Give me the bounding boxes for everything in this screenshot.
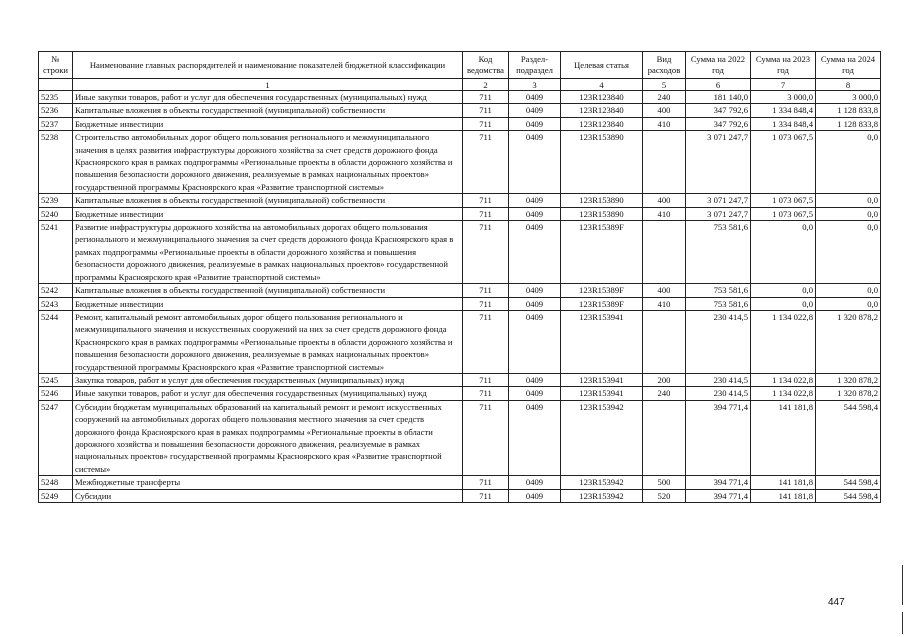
cell-sum-2024: 1 128 833,8: [816, 117, 881, 130]
cell-sum-2024: 0,0: [816, 297, 881, 310]
cell-sum-2024: 1 320 878,2: [816, 310, 881, 373]
column-number: [39, 79, 73, 91]
cell-name: Капитальные вложения в объекты государственной (муниципальной) собственности: [73, 104, 463, 117]
cell-row-no: 5236: [39, 104, 73, 117]
cell-name: Закупка товаров, работ и услуг для обеспечения государственных (муниципальных) нужд: [73, 373, 463, 386]
cell-dept-code: 711: [463, 194, 509, 207]
cell-target: 123R153941: [561, 373, 643, 386]
cell-name: Субсидии: [73, 489, 463, 502]
cell-row-no: 5240: [39, 207, 73, 220]
cell-sum-2023: 1 334 848,4: [751, 104, 816, 117]
column-number: 8: [816, 79, 881, 91]
cell-name: Строительство автомобильных дорог общего пользования регионального и межмуниципального значения в целях развития инфраструктуры дорожного хозяйства за счет средств дорожного фонда Красноярского края в рамках подпрограммы «Региональные проекты в области дорожного хозяйства и повышения безопасности дорожного движения, реализуемые в рамках национальных проектов» государственной программы Красноярского края «Развитие транспортной системы»: [73, 131, 463, 194]
cell-dept-code: 711: [463, 131, 509, 194]
cell-section: 0409: [509, 117, 561, 130]
cell-section: 0409: [509, 310, 561, 373]
cell-sum-2023: 141 181,8: [751, 489, 816, 502]
cell-expense-type: 200: [643, 373, 686, 386]
cell-sum-2024: 1 128 833,8: [816, 104, 881, 117]
column-number: 7: [751, 79, 816, 91]
cell-sum-2022: 3 071 247,7: [686, 194, 751, 207]
cell-sum-2022: 753 581,6: [686, 297, 751, 310]
column-number: 6: [686, 79, 751, 91]
cell-section: 0409: [509, 91, 561, 104]
column-number: 4: [561, 79, 643, 91]
header-section: Раздел-подраздел: [509, 52, 561, 79]
cell-expense-type: 240: [643, 387, 686, 400]
cell-name: Бюджетные инвестиции: [73, 117, 463, 130]
scan-edge-mark: [902, 565, 903, 605]
cell-row-no: 5247: [39, 400, 73, 475]
table-row: [39, 387, 881, 400]
page-number: 447: [828, 597, 845, 608]
cell-row-no: 5244: [39, 310, 73, 373]
cell-section: 0409: [509, 297, 561, 310]
cell-dept-code: 711: [463, 373, 509, 386]
cell-section: 0409: [509, 194, 561, 207]
cell-row-no: 5238: [39, 131, 73, 194]
cell-dept-code: 711: [463, 310, 509, 373]
cell-sum-2024: 1 320 878,2: [816, 373, 881, 386]
table-row: [39, 91, 881, 104]
cell-name: Бюджетные инвестиции: [73, 207, 463, 220]
header-name: Наименование главных распорядителей и наименование показателей бюджетной классификации: [73, 52, 463, 79]
cell-target: 123R123840: [561, 104, 643, 117]
cell-dept-code: 711: [463, 476, 509, 489]
cell-row-no: 5245: [39, 373, 73, 386]
cell-dept-code: 711: [463, 387, 509, 400]
cell-dept-code: 711: [463, 91, 509, 104]
cell-section: 0409: [509, 387, 561, 400]
cell-name: Межбюджетные трансферты: [73, 476, 463, 489]
cell-sum-2022: 394 771,4: [686, 476, 751, 489]
cell-row-no: 5248: [39, 476, 73, 489]
cell-expense-type: 400: [643, 194, 686, 207]
cell-sum-2024: 1 320 878,2: [816, 387, 881, 400]
cell-row-no: 5241: [39, 221, 73, 284]
column-number: 3: [509, 79, 561, 91]
cell-sum-2022: 181 140,0: [686, 91, 751, 104]
cell-expense-type: 400: [643, 104, 686, 117]
header-sum-2024: Сумма на 2024 год: [816, 52, 881, 79]
cell-target: 123R153890: [561, 131, 643, 194]
cell-name: Субсидии бюджетам муниципальных образований на капитальный ремонт и ремонт искусственных сооружений на автомобильных дорогах общего пользования местного значения за счет средств дорожного фонда Красноярского края в рамках подпрограммы «Региональные проекты в области дорожного хозяйства и повышения безопасности дорожного движения, реализуемые в рамках национальных проектов» государственной программы Красноярского края «Развитие транспортной системы»: [73, 400, 463, 475]
cell-sum-2023: 0,0: [751, 284, 816, 297]
cell-sum-2022: 230 414,5: [686, 387, 751, 400]
cell-sum-2024: 0,0: [816, 194, 881, 207]
cell-row-no: 5243: [39, 297, 73, 310]
cell-name: Иные закупки товаров, работ и услуг для обеспечения государственных (муниципальных) нужд: [73, 387, 463, 400]
column-number: 1: [73, 79, 463, 91]
cell-section: 0409: [509, 284, 561, 297]
table-header: [39, 52, 881, 91]
cell-target: 123R153890: [561, 207, 643, 220]
cell-expense-type: [643, 310, 686, 373]
cell-target: 123R15389F: [561, 284, 643, 297]
header-sum-2022: Сумма на 2022 год: [686, 52, 751, 79]
scan-edge-mark: [902, 612, 903, 634]
cell-section: 0409: [509, 131, 561, 194]
cell-sum-2024: 0,0: [816, 221, 881, 284]
header-expense-type: Вид расходов: [643, 52, 686, 79]
cell-row-no: 5249: [39, 489, 73, 502]
cell-dept-code: 711: [463, 400, 509, 475]
cell-sum-2022: 230 414,5: [686, 310, 751, 373]
cell-name: Иные закупки товаров, работ и услуг для обеспечения государственных (муниципальных) нужд: [73, 91, 463, 104]
cell-dept-code: 711: [463, 297, 509, 310]
cell-sum-2022: 394 771,4: [686, 489, 751, 502]
cell-sum-2022: 753 581,6: [686, 284, 751, 297]
cell-sum-2023: 0,0: [751, 297, 816, 310]
cell-section: 0409: [509, 104, 561, 117]
cell-target: 123R153941: [561, 310, 643, 373]
header-row-no: № строки: [39, 52, 73, 79]
cell-sum-2022: 3 071 247,7: [686, 131, 751, 194]
cell-sum-2024: 3 000,0: [816, 91, 881, 104]
cell-sum-2022: 347 792,6: [686, 117, 751, 130]
cell-row-no: 5246: [39, 387, 73, 400]
table-row: [39, 400, 881, 475]
cell-sum-2023: 1 073 067,5: [751, 194, 816, 207]
cell-section: 0409: [509, 489, 561, 502]
table-row: [39, 131, 881, 194]
cell-section: 0409: [509, 400, 561, 475]
cell-name: Капитальные вложения в объекты государственной (муниципальной) собственности: [73, 284, 463, 297]
cell-sum-2022: 394 771,4: [686, 400, 751, 475]
table-row: [39, 284, 881, 297]
table-row: [39, 310, 881, 373]
cell-target: 123R15389F: [561, 221, 643, 284]
cell-sum-2022: 347 792,6: [686, 104, 751, 117]
cell-sum-2022: 3 071 247,7: [686, 207, 751, 220]
header-dept-code: Код ведомства: [463, 52, 509, 79]
header-sum-2023: Сумма на 2023 год: [751, 52, 816, 79]
table-row: [39, 489, 881, 502]
cell-row-no: 5239: [39, 194, 73, 207]
cell-row-no: 5237: [39, 117, 73, 130]
cell-expense-type: 410: [643, 297, 686, 310]
header-target: Целевая статья: [561, 52, 643, 79]
table-row: [39, 297, 881, 310]
cell-expense-type: [643, 131, 686, 194]
cell-target: 123R153890: [561, 194, 643, 207]
cell-sum-2024: 544 598,4: [816, 489, 881, 502]
cell-sum-2023: 1 073 067,5: [751, 131, 816, 194]
table-row: [39, 373, 881, 386]
cell-target: 123R153942: [561, 489, 643, 502]
cell-section: 0409: [509, 476, 561, 489]
cell-target: 123R15389F: [561, 297, 643, 310]
cell-dept-code: 711: [463, 104, 509, 117]
cell-name: Ремонт, капитальный ремонт автомобильных дорог общего пользования регионального и межмуниципального значения и искусственных сооружений на них за счет средств дорожного фонда Красноярского края в рамках подпрограммы «Региональные проекты в области дорожного хозяйства и повышения безопасности дорожного движения, реализуемые в рамках национальных проектов» государственной программы Красноярского края «Развитие транспортной системы»: [73, 310, 463, 373]
cell-sum-2023: 1 073 067,5: [751, 207, 816, 220]
cell-expense-type: [643, 400, 686, 475]
cell-section: 0409: [509, 221, 561, 284]
cell-expense-type: 520: [643, 489, 686, 502]
cell-target: 123R153942: [561, 400, 643, 475]
column-number: 2: [463, 79, 509, 91]
cell-dept-code: 711: [463, 284, 509, 297]
cell-target: 123R153941: [561, 387, 643, 400]
cell-row-no: 5235: [39, 91, 73, 104]
cell-sum-2023: 1 334 848,4: [751, 117, 816, 130]
cell-section: 0409: [509, 207, 561, 220]
table-row: [39, 221, 881, 284]
cell-expense-type: [643, 221, 686, 284]
cell-target: 123R153942: [561, 476, 643, 489]
cell-name: Развитие инфраструктуры дорожного хозяйства на автомобильных дорогах общего пользования регионального и межмуниципального значения за счет средств дорожного фонда Красноярского края в рамках подпрограммы «Региональные проекты в области дорожного хозяйства и повышения безопасности дорожного движения, реализуемые в рамках национальных проектов» государственной программы Красноярского края «Развитие транспортной системы»: [73, 221, 463, 284]
cell-sum-2023: 3 000,0: [751, 91, 816, 104]
cell-sum-2024: 544 598,4: [816, 476, 881, 489]
cell-row-no: 5242: [39, 284, 73, 297]
cell-dept-code: 711: [463, 207, 509, 220]
table-body: [39, 91, 881, 503]
table-row: [39, 207, 881, 220]
budget-table: [38, 51, 881, 503]
table-row: [39, 117, 881, 130]
table-row: [39, 194, 881, 207]
cell-dept-code: 711: [463, 117, 509, 130]
cell-name: Бюджетные инвестиции: [73, 297, 463, 310]
cell-target: 123R123840: [561, 117, 643, 130]
cell-expense-type: 240: [643, 91, 686, 104]
cell-sum-2024: 0,0: [816, 131, 881, 194]
table-row: [39, 476, 881, 489]
cell-expense-type: 410: [643, 117, 686, 130]
cell-section: 0409: [509, 373, 561, 386]
cell-sum-2024: 544 598,4: [816, 400, 881, 475]
cell-sum-2022: 753 581,6: [686, 221, 751, 284]
cell-sum-2023: 1 134 022,8: [751, 387, 816, 400]
cell-expense-type: 410: [643, 207, 686, 220]
column-number: 5: [643, 79, 686, 91]
cell-name: Капитальные вложения в объекты государственной (муниципальной) собственности: [73, 194, 463, 207]
cell-sum-2024: 0,0: [816, 284, 881, 297]
cell-target: 123R123840: [561, 91, 643, 104]
cell-sum-2023: 1 134 022,8: [751, 310, 816, 373]
cell-sum-2023: 141 181,8: [751, 400, 816, 475]
cell-sum-2023: 1 134 022,8: [751, 373, 816, 386]
cell-sum-2023: 0,0: [751, 221, 816, 284]
column-number-row: [39, 79, 881, 91]
cell-expense-type: 400: [643, 284, 686, 297]
cell-expense-type: 500: [643, 476, 686, 489]
cell-sum-2024: 0,0: [816, 207, 881, 220]
cell-dept-code: 711: [463, 221, 509, 284]
cell-sum-2022: 230 414,5: [686, 373, 751, 386]
cell-sum-2023: 141 181,8: [751, 476, 816, 489]
cell-dept-code: 711: [463, 489, 509, 502]
table-row: [39, 104, 881, 117]
